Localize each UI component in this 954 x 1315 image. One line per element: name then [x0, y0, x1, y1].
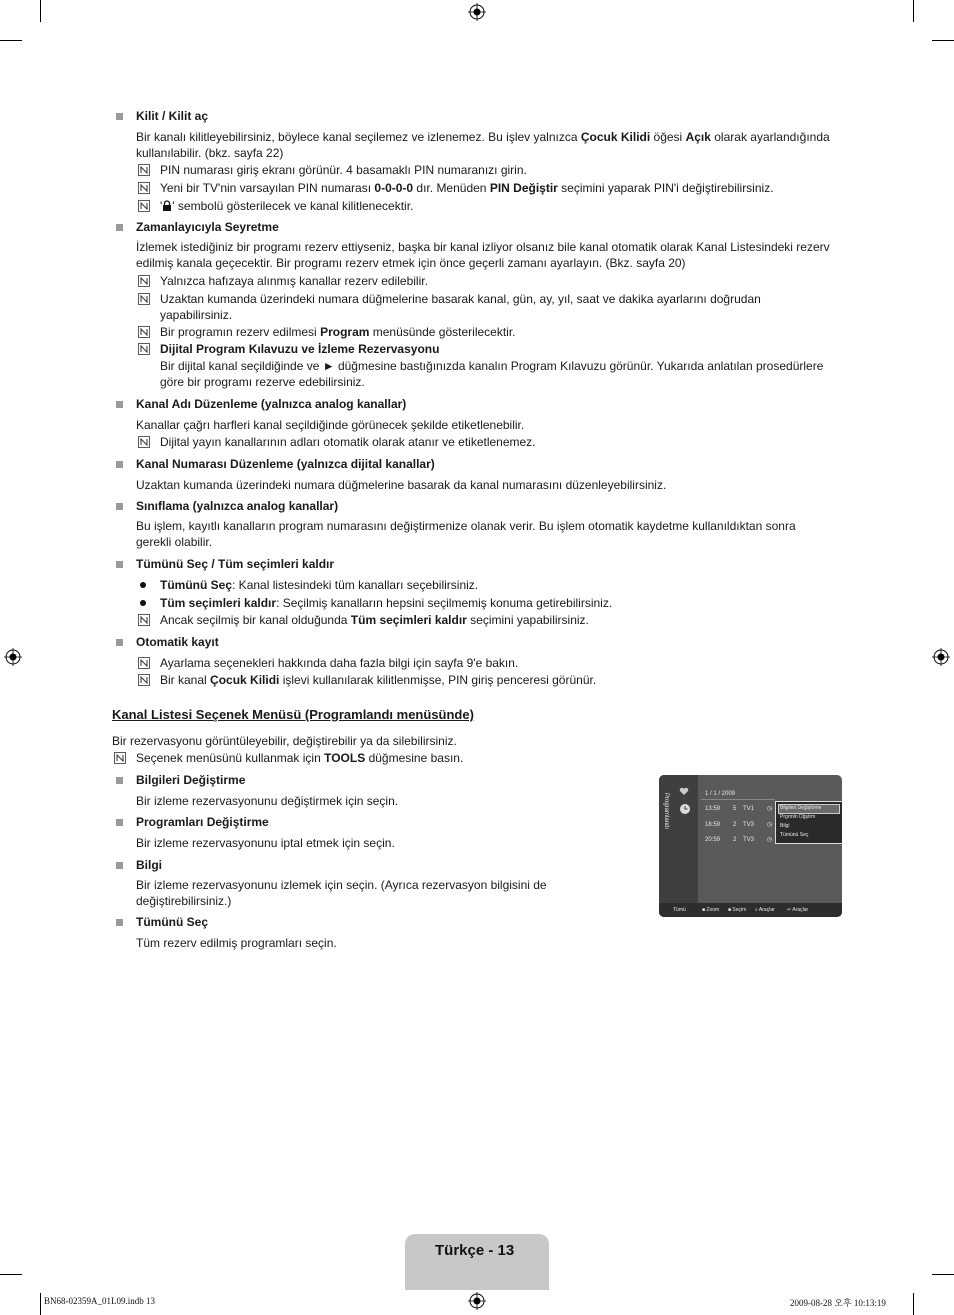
tv-screen-illustration [659, 775, 842, 917]
tv-row-channel: TV3 [743, 837, 755, 843]
tv-bottom-item: ↵ Araçlar [787, 907, 809, 913]
kanal-adi-paragraph: Kanallar çağrı harfleri kanal seçildiğinde görünecek şekilde etiketlenebilir. [136, 418, 525, 432]
bullet-dot-icon [140, 582, 146, 588]
option-text-programlari: Bir izleme rezervasyonunu iptal etmek için seçin. [136, 836, 395, 850]
tv-bottom-item: ■ Seçim [728, 907, 747, 913]
section-heading-kanal-listesi: Kanal Listesi Seçenek Menüsü (Programlandı menüsünde) [112, 707, 474, 722]
tv-menu-item: Bilgileri Değiştirme [780, 805, 822, 811]
bullet-square-icon [116, 862, 123, 869]
zaman-note-1: Yalnızca hafızaya alınmış kanallar rezerv edilebilir. [160, 274, 428, 288]
registration-mark-icon [468, 1292, 486, 1310]
zaman-paragraph: İzlemek istediğiniz bir programı rezerv ettiyseniz, başka bir kanal izliyor olsanız bile kanal otomatik olarak Kanal Listesindeki rezerv edilmiş kanala geçecektir. Bir programı rezerv etmek için önce geçerli zamanı ayarlayın. (Bkz. sayfa 20) [136, 240, 830, 270]
bullet-square-icon [116, 461, 123, 468]
tv-row-num: 2 [733, 822, 737, 828]
bullet-square-icon [116, 503, 123, 510]
tv-row-icon: ◷ [767, 837, 773, 843]
registration-mark-icon [932, 648, 950, 666]
section2-paragraph: Bir rezervasyonu görüntüleyebilir, değiştirebilir ya da silebilirsiniz. [112, 734, 457, 748]
tv-menu-item: Tümünü Seç [780, 832, 809, 838]
note-icon [138, 614, 150, 626]
section-title-kanal-adi: Kanal Adı Düzenleme (yalnızca analog kanallar) [136, 397, 407, 411]
note-icon [138, 343, 150, 355]
section-title-tumunu: Tümünü Seç / Tüm seçimleri kaldır [136, 557, 335, 571]
option-text-tumunu: Tüm rezerv edilmiş programları seçin. [136, 936, 337, 950]
crop-mark [0, 1274, 22, 1275]
kilit-note-1: PIN numarası giriş ekranı görünür. 4 basamaklı PIN numaranızı girin. [160, 163, 527, 177]
kilit-paragraph: Bir kanalı kilitleyebilirsiniz, böylece kanal seçilemez ve izlenemez. Bu işlev yalnızca Çocuk Kilidi öğesi Açık olarak ayarlandığında kullanılabilir. (bkz. sayfa 22) [136, 130, 830, 160]
option-title-programlari: Programları Değiştirme [136, 815, 269, 829]
clock-icon [679, 803, 691, 815]
zaman-note-3: Bir programın rezerv edilmesi Program menüsünde gösterilecektir. [160, 325, 516, 339]
section-title-sinif: Sınıflama (yalnızca analog kanallar) [136, 499, 339, 513]
crop-mark [932, 1274, 954, 1275]
bullet-square-icon [116, 401, 123, 408]
option-text-bilgileri: Bir izleme rezervasyonunu değiştirmek için seçin. [136, 794, 399, 808]
crop-mark [932, 40, 954, 41]
bullet-square-icon [116, 224, 123, 231]
page-number: Türkçe - 13 [435, 1242, 515, 1259]
option-title-bilgi: Bilgi [136, 858, 162, 872]
note-icon [138, 326, 150, 338]
tv-bottom-item: Tümü [673, 907, 686, 913]
tv-row-time: 13:59 [705, 806, 721, 812]
tv-date: 1 / 1 / 2009 [705, 791, 736, 797]
kanal-adi-note-1: Dijital yayın kanallarının adları otomatik olarak atanır ve etiketlenemez. [160, 435, 536, 449]
crop-mark [40, 0, 41, 22]
tv-bottom-item: ■ Zoom [702, 907, 720, 913]
tv-side-label: Programlandı [663, 793, 669, 830]
tumunu-note-1: Ancak seçilmiş bir kanal olduğunda Tüm seçimleri kaldır seçimini yapabilirsiniz. [160, 613, 589, 627]
registration-mark-icon [468, 3, 486, 21]
tumunu-bullet-2: Tüm seçimleri kaldır: Seçilmiş kanalların hepsini seçilmemiş konuma getirebilirsiniz. [160, 596, 613, 610]
heart-icon [679, 787, 689, 796]
tv-divider [701, 799, 775, 800]
option-title-bilgileri: Bilgileri Değiştirme [136, 773, 246, 787]
section-title-otomatik: Otomatik kayıt [136, 635, 219, 649]
tv-row-icon: ◷ [767, 822, 773, 828]
otomatik-note-1: Ayarlama seçenekleri hakkında daha fazla bilgi için sayfa 9'e bakın. [160, 656, 519, 670]
note-icon [138, 182, 150, 194]
crop-mark [0, 40, 22, 41]
crop-mark [40, 1293, 41, 1315]
tv-row-num: 2 [733, 837, 737, 843]
crop-mark [913, 1293, 914, 1315]
section-title-zaman: Zamanlayıcıyla Seyretme [136, 220, 279, 234]
bullet-square-icon [116, 639, 123, 646]
bullet-square-icon [116, 561, 123, 568]
lock-icon [162, 200, 172, 211]
tv-bottom-item: ⌕ Araçlar [755, 907, 775, 913]
tv-bottom-bar [659, 903, 842, 917]
crop-mark [913, 0, 914, 22]
option-title-tumunu: Tümünü Seç [136, 915, 209, 929]
option-text-bilgi: Bir izleme rezervasyonunu izlemek için seçin. (Ayrıca rezervasyon bilgisini de değiştirebilirsiniz.) [136, 878, 547, 908]
bullet-square-icon [116, 113, 123, 120]
zaman-note-2: Uzaktan kumanda üzerindeki numara düğmelerine basarak kanal, gün, ay, yıl, saat ve dakika ayarlarını doğrudan yapabilirsiniz. [160, 292, 761, 322]
tv-menu-item: Prgrmlrı Dğştrm [780, 814, 816, 820]
imprint-right: 2009-08-28 오후 10:13:19 [790, 1298, 886, 1308]
note-icon [138, 674, 150, 686]
zaman-note-4-title: Dijital Program Kılavuzu ve İzleme Rezervasyonu [160, 342, 440, 356]
bullet-square-icon [116, 919, 123, 926]
imprint-left: BN68-02359A_01L09.indb 13 [44, 1296, 155, 1306]
note-icon [138, 200, 150, 212]
sinif-paragraph: Bu işlem, kayıtlı kanalların program numarasını değiştirmenize olanak verir. Bu işlem otomatik kaydetme kullanıldıktan sonra gerekli olabilir. [136, 519, 796, 549]
otomatik-note-2: Bir kanal Çocuk Kilidi işlevi kullanılarak kilitlenmişse, PIN giriş penceresi görünür. [160, 673, 597, 687]
note-icon [138, 275, 150, 287]
tv-menu-item: Bilgi [780, 823, 790, 829]
registration-mark-icon [4, 648, 22, 666]
bullet-square-icon [116, 777, 123, 784]
section-title-kilit: Kilit / Kilit aç [136, 109, 209, 123]
note-icon [138, 657, 150, 669]
note-icon [138, 293, 150, 305]
kanal-no-paragraph: Uzaktan kumanda üzerindeki numara düğmelerine basarak da kanal numarasını düzenleyebilirsiniz. [136, 478, 667, 492]
tv-row-num: 5 [733, 806, 737, 812]
note-icon [138, 436, 150, 448]
tv-row-time: 18:59 [705, 822, 721, 828]
note-icon [138, 164, 150, 176]
tv-options-menu [775, 801, 842, 844]
kilit-note-3: ' ' sembolü gösterilecek ve kanal kilitlenecektir. [160, 199, 414, 213]
bullet-square-icon [116, 819, 123, 826]
tv-row-channel: TV1 [743, 806, 755, 812]
tv-row-channel: TV3 [743, 822, 755, 828]
kilit-note-2: Yeni bir TV'nin varsayılan PIN numarası 0-0-0-0 dır. Menüden PIN Değiştir seçimini yaparak PIN'i değiştirebilirsiniz. [160, 181, 774, 195]
tv-row-icon: ◷ [767, 806, 773, 812]
bullet-dot-icon [140, 600, 146, 606]
zaman-note-4-paragraph: Bir dijital kanal seçildiğinde ve ► düğmesine bastığınızda kanalın Program Kılavuzu görünür. Yukarıda anlatılan prosedürlere göre bir programı rezerve edebilirsiniz. [160, 359, 824, 389]
note-icon [114, 752, 126, 764]
section2-note-1: Seçenek menüsünü kullanmak için TOOLS düğmesine basın. [136, 751, 464, 765]
tv-row-time: 20:59 [705, 837, 721, 843]
section-title-kanal-no: Kanal Numarası Düzenleme (yalnızca dijital kanallar) [136, 457, 435, 471]
tumunu-bullet-1: Tümünü Seç: Kanal listesindeki tüm kanalları seçebilirsiniz. [160, 578, 479, 592]
